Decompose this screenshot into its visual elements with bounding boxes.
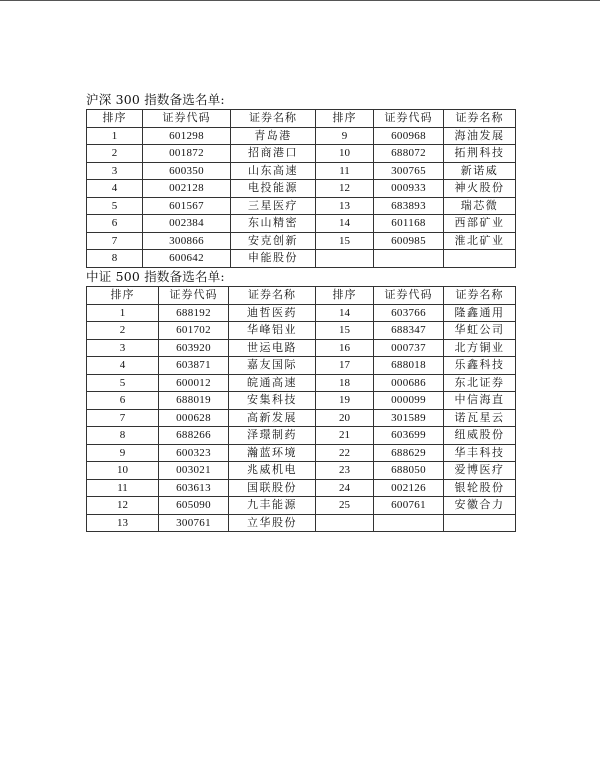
table-row [87,322,516,340]
name-cell: 海油发展 [444,127,516,145]
table-row [87,180,516,198]
name-cell: 东北证券 [444,374,516,392]
name-cell: 淮北矿业 [444,232,516,250]
table-row [87,357,516,375]
code-cell: 002128 [143,180,231,198]
name-cell: 东山精密 [231,215,316,233]
table-row [87,145,516,163]
name-cell: 安克创新 [231,232,316,250]
rank-cell: 12 [316,180,374,198]
name-cell: 迪哲医药 [229,304,316,322]
column-header: 证券名称 [444,287,516,305]
name-cell: 九丰能源 [229,497,316,515]
column-header: 证券代码 [374,110,444,128]
rank-cell: 7 [87,232,143,250]
code-cell: 000628 [159,409,229,427]
code-cell: 002126 [374,479,444,497]
rank-cell: 3 [87,162,143,180]
name-cell: 乐鑫科技 [444,357,516,375]
name-cell: 爱博医疗 [444,462,516,480]
rank-cell: 23 [316,462,374,480]
name-cell: 安徽合力 [444,497,516,515]
rank-cell: 4 [87,357,159,375]
code-cell [374,250,444,268]
table-row [87,479,516,497]
column-header: 证券名称 [444,110,516,128]
code-cell: 603871 [159,357,229,375]
table-row [87,497,516,515]
code-cell: 000933 [374,180,444,198]
name-cell: 三星医疗 [231,197,316,215]
name-cell: 纽威股份 [444,427,516,445]
rank-cell: 15 [316,232,374,250]
name-cell: 皖通高速 [229,374,316,392]
name-cell: 瑞芯微 [444,197,516,215]
code-cell: 688266 [159,427,229,445]
code-cell: 601168 [374,215,444,233]
code-cell: 300761 [159,514,229,532]
rank-cell: 9 [87,444,159,462]
code-cell: 688192 [159,304,229,322]
rank-cell: 1 [87,127,143,145]
code-cell: 601567 [143,197,231,215]
name-cell: 拓荆科技 [444,145,516,163]
csi500-caption: 中证 500 指数备选名单: [86,269,225,284]
code-cell: 688072 [374,145,444,163]
rank-cell [316,514,374,532]
rank-cell: 17 [316,357,374,375]
code-cell: 683893 [374,197,444,215]
column-header: 证券代码 [159,287,229,305]
name-cell: 立华股份 [229,514,316,532]
name-cell: 泽璟制药 [229,427,316,445]
code-cell: 301589 [374,409,444,427]
name-cell: 招商港口 [231,145,316,163]
rank-cell: 21 [316,427,374,445]
code-cell: 688019 [159,392,229,410]
table-row [87,339,516,357]
hs300-caption: 沪深 300 指数备选名单: [86,92,225,107]
column-header: 排序 [87,287,159,305]
code-cell: 600012 [159,374,229,392]
table-row [87,250,516,268]
rank-cell: 13 [316,197,374,215]
rank-cell: 10 [316,145,374,163]
table-row [87,162,516,180]
code-cell: 002384 [143,215,231,233]
name-cell: 电投能源 [231,180,316,198]
code-cell: 600985 [374,232,444,250]
code-cell: 688629 [374,444,444,462]
code-cell: 688050 [374,462,444,480]
table-row [87,392,516,410]
code-cell: 003021 [159,462,229,480]
rank-cell: 6 [87,215,143,233]
code-cell: 603766 [374,304,444,322]
name-cell: 世运电路 [229,339,316,357]
name-cell: 隆鑫通用 [444,304,516,322]
rank-cell: 14 [316,215,374,233]
name-cell: 青岛港 [231,127,316,145]
name-cell [444,514,516,532]
code-cell: 601298 [143,127,231,145]
code-cell: 300866 [143,232,231,250]
table-header-row [87,287,516,305]
name-cell: 华丰科技 [444,444,516,462]
name-cell: 北方铜业 [444,339,516,357]
table-row [87,127,516,145]
rank-cell: 18 [316,374,374,392]
column-header: 证券名称 [229,287,316,305]
table-row [87,304,516,322]
code-cell: 600350 [143,162,231,180]
rank-cell: 6 [87,392,159,410]
table-row [87,215,516,233]
rank-cell: 15 [316,322,374,340]
rank-cell: 22 [316,444,374,462]
rank-cell: 13 [87,514,159,532]
rank-cell: 2 [87,145,143,163]
table-header-row [87,110,516,128]
rank-cell: 1 [87,304,159,322]
code-cell: 600761 [374,497,444,515]
code-cell: 603613 [159,479,229,497]
rank-cell: 12 [87,497,159,515]
name-cell: 国联股份 [229,479,316,497]
code-cell: 001872 [143,145,231,163]
csi500-table [86,286,516,532]
rank-cell: 10 [87,462,159,480]
name-cell: 华虹公司 [444,322,516,340]
name-cell: 诺瓦星云 [444,409,516,427]
column-header: 证券名称 [231,110,316,128]
rank-cell: 20 [316,409,374,427]
rank-cell: 11 [87,479,159,497]
code-cell: 600968 [374,127,444,145]
code-cell: 688018 [374,357,444,375]
name-cell: 高新发展 [229,409,316,427]
code-cell: 000099 [374,392,444,410]
code-cell: 600642 [143,250,231,268]
table-row [87,514,516,532]
code-cell: 600323 [159,444,229,462]
name-cell: 华峰铝业 [229,322,316,340]
page-top-border [0,0,600,1]
code-cell: 000737 [374,339,444,357]
table-row [87,427,516,445]
name-cell: 中信海直 [444,392,516,410]
rank-cell: 16 [316,339,374,357]
name-cell: 瀚蓝环境 [229,444,316,462]
code-cell: 688347 [374,322,444,340]
name-cell: 新诺威 [444,162,516,180]
name-cell [444,250,516,268]
rank-cell: 19 [316,392,374,410]
rank-cell [316,250,374,268]
table-row [87,197,516,215]
column-header: 排序 [316,287,374,305]
rank-cell: 2 [87,322,159,340]
rank-cell: 14 [316,304,374,322]
table-row [87,409,516,427]
rank-cell: 7 [87,409,159,427]
code-cell: 605090 [159,497,229,515]
rank-cell: 25 [316,497,374,515]
name-cell: 神火股份 [444,180,516,198]
column-header: 排序 [87,110,143,128]
code-cell: 603920 [159,339,229,357]
rank-cell: 9 [316,127,374,145]
rank-cell: 8 [87,250,143,268]
name-cell: 银轮股份 [444,479,516,497]
name-cell: 申能股份 [231,250,316,268]
rank-cell: 8 [87,427,159,445]
hs300-table [86,109,516,268]
column-header: 证券代码 [374,287,444,305]
rank-cell: 3 [87,339,159,357]
name-cell: 山东高速 [231,162,316,180]
code-cell: 603699 [374,427,444,445]
rank-cell: 5 [87,197,143,215]
name-cell: 西部矿业 [444,215,516,233]
code-cell: 000686 [374,374,444,392]
code-cell [374,514,444,532]
column-header: 排序 [316,110,374,128]
column-header: 证券代码 [143,110,231,128]
table-row [87,462,516,480]
name-cell: 安集科技 [229,392,316,410]
rank-cell: 11 [316,162,374,180]
name-cell: 嘉友国际 [229,357,316,375]
rank-cell: 5 [87,374,159,392]
table-row [87,374,516,392]
table-row [87,444,516,462]
code-cell: 601702 [159,322,229,340]
table-row [87,232,516,250]
name-cell: 兆威机电 [229,462,316,480]
rank-cell: 24 [316,479,374,497]
rank-cell: 4 [87,180,143,198]
code-cell: 300765 [374,162,444,180]
